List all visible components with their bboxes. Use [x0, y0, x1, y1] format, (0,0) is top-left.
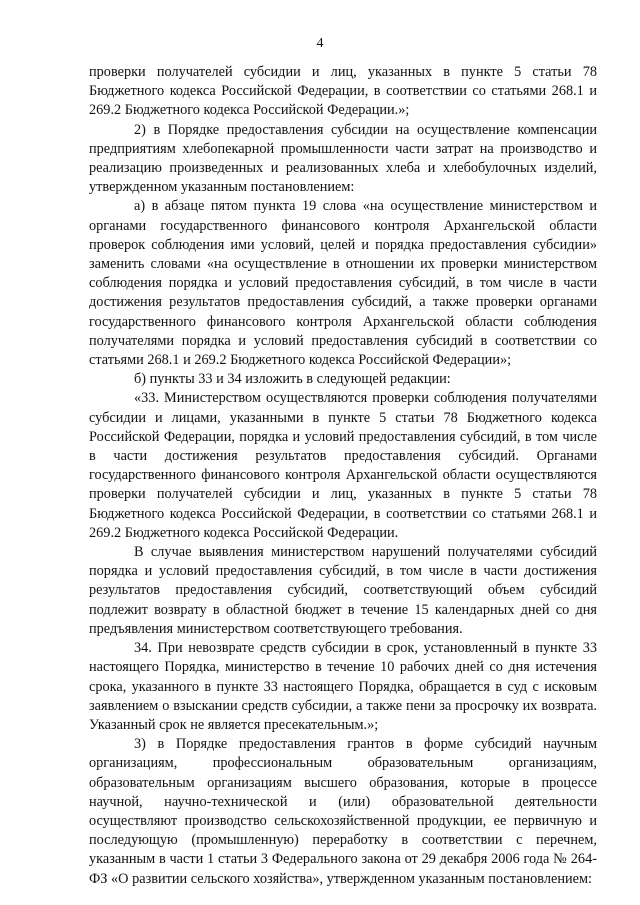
- document-body: [89, 63, 597, 889]
- paragraph: 34. При невозврате средств субсидии в срок, установленный в пункте 33 настоящего Порядка, министерство в течение 10 рабочих дней со дня истечения срока, указанного в пункте 33 настоящего Порядка, обращается в суд с исковым заявлением о взыскании средств субсидии, а также пени за просрочку их возврата. Указанный срок не является пресекательным.»;: [89, 640, 597, 733]
- paragraph: В случае выявления министерством нарушений получателями субсидий порядка и условий предоставления субсидий, в том числе в части достижения результатов предоставления субсидий, соответствующий объем субсидий подлежит возврату в областной бюджет в течение 15 календарных дней со дня предъявления министерством соответствующего требования.: [89, 544, 597, 637]
- paragraph: 2) в Порядке предоставления субсидии на осуществление компенсации предприятиям хлебопекарной промышленности части затрат на производство и реализацию произведенных и реализованных хлеба и хлебобулочных изделий, утвержденном указанным постановлением:: [89, 121, 597, 196]
- paragraph: б) пункты 33 и 34 изложить в следующей редакции:: [134, 371, 451, 388]
- paragraph: «33. Министерством осуществляются проверки соблюдения получателями субсидии и лицами, указанными в пункте 5 статьи 78 Бюджетного кодекса Российской Федерации, порядка и условий предоставления субсидий, в том числе в части достижения результатов предоставления субсидий. Органами государственного финансового контроля Архангельской области осуществляются проверки получателей субсидии и лиц, указанных в пункте 5 статьи 78 Бюджетного кодекса Российской Федерации, в соответствии со статьями 268.1 и 269.2 Бюджетного кодекса Российской Федерации.: [89, 390, 597, 541]
- paragraph: проверки получателей субсидии и лиц, указанных в пункте 5 статьи 78 Бюджетного кодекса Российской Федерации, в соответствии со статьями 268.1 и 269.2 Бюджетного кодекса Российской Федерации.»;: [89, 64, 597, 119]
- paragraph: а) в абзаце пятом пункта 19 слова «на осуществление министерством и органами государственного финансового контроля Архангельской области проверок соблюдения ими условий, целей и порядка предоставления субсидии» заменить словами «на осуществление в отношении их проверки министерством соблюдения порядка и условий предоставления субсидий, в том числе в части достижения результатов предоставления субсидий, а также проверки органами государственного финансового контроля Архангельской области соблюдения получателями порядка и условий предоставления субсидий в соответствии со статьями 268.1 и 269.2 Бюджетного кодекса Российской Федерации»;: [89, 198, 597, 369]
- paragraph: 3) в Порядке предоставления грантов в форме субсидий научным организациям, профессиональным образовательным организациям, образовательным организациям высшего образования, которые в процессе научной, научно-технической и (или) образовательной деятельности осуществляют производство сельскохозяйственной продукции, ее первичную и последующую (промышленную) переработку в соответствии с перечнем, указанным в части 1 статьи 3 Федерального закона от 29 декабря 2006 года № 264-ФЗ «О развитии сельского хозяйства», утвержденном указанным постановлением:: [89, 736, 597, 887]
- page-number: 4: [316, 36, 324, 51]
